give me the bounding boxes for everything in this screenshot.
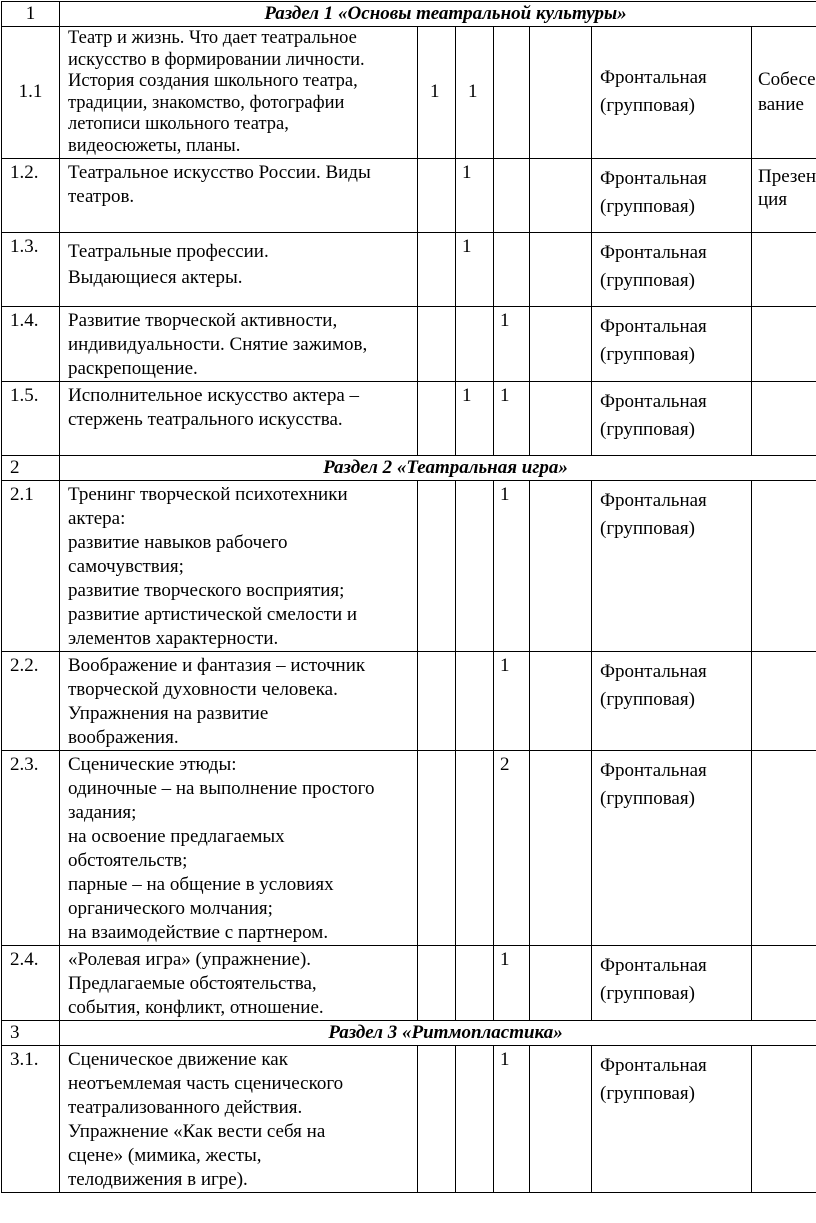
section-header-1	[2, 2, 816, 27]
section-number: 3	[2, 1020, 60, 1045]
hours-cell	[456, 480, 494, 651]
section-title: Раздел 1 «Основы театральной культуры»	[60, 2, 816, 27]
row-topic: «Ролевая игра» (упражнение). Предлагаемые обстоятельства, события, конфликт, отношение.	[60, 945, 418, 1020]
row-form: Фронтальная (групповая)	[592, 1045, 752, 1192]
row-form: Фронтальная (групповая)	[592, 480, 752, 651]
row-number: 2.1	[2, 480, 60, 651]
hours-cell	[456, 945, 494, 1020]
row-form: Фронтальная (групповая)	[592, 158, 752, 232]
hours-cell: 1	[494, 480, 530, 651]
hours-cell	[418, 1045, 456, 1192]
row-number: 1.2.	[2, 158, 60, 232]
hours-cell	[418, 945, 456, 1020]
section-header-2	[2, 455, 816, 480]
row-form: Фронтальная (групповая)	[592, 651, 752, 750]
hours-cell	[456, 1045, 494, 1192]
hours-cell	[530, 651, 592, 750]
hours-cell	[494, 158, 530, 232]
hours-cell	[530, 232, 592, 306]
table-row	[2, 945, 816, 1020]
curriculum-table	[1, 1, 816, 1193]
table-row	[2, 480, 816, 651]
hours-cell	[418, 306, 456, 381]
row-number: 1.3.	[2, 232, 60, 306]
row-form: Фронтальная (групповая)	[592, 232, 752, 306]
hours-cell	[530, 158, 592, 232]
hours-cell: 1	[494, 306, 530, 381]
hours-cell: 1	[456, 27, 494, 159]
row-number: 1.5.	[2, 381, 60, 455]
row-topic: Театральное искусство России. Виды театров.	[60, 158, 418, 232]
hours-cell	[456, 750, 494, 945]
hours-cell	[494, 27, 530, 159]
row-number: 2.4.	[2, 945, 60, 1020]
row-number: 1.4.	[2, 306, 60, 381]
hours-cell	[530, 381, 592, 455]
hours-cell	[418, 651, 456, 750]
row-form: Фронтальная (групповая)	[592, 381, 752, 455]
row-control: Собесе вание	[752, 27, 816, 159]
row-control	[752, 750, 816, 945]
hours-cell: 1	[494, 945, 530, 1020]
row-topic: Исполнительное искусство актера – стержень театрального искусства.	[60, 381, 418, 455]
table-row	[2, 381, 816, 455]
row-number: 2.3.	[2, 750, 60, 945]
section-number: 1	[2, 2, 60, 27]
hours-cell	[418, 750, 456, 945]
row-control: Презен ция	[752, 158, 816, 232]
row-number: 1.1	[2, 27, 60, 159]
table-row	[2, 232, 816, 306]
section-title: Раздел 2 «Театральная игра»	[60, 455, 816, 480]
row-form: Фронтальная (групповая)	[592, 27, 752, 159]
hours-cell	[530, 27, 592, 159]
hours-cell: 1	[456, 232, 494, 306]
table-row	[2, 306, 816, 381]
hours-cell	[456, 306, 494, 381]
row-number: 2.2.	[2, 651, 60, 750]
row-topic: Театр и жизнь. Что дает театральное искусство в формировании личности. История создания школьного театра, традиции, знакомство, фотографии летописи школьного театра, видеосюжеты, планы.	[60, 27, 418, 159]
row-topic: Сценические этюды: одиночные – на выполнение простого задания; на освоение предлагаемых обстоятельств; парные – на общение в условиях органического молчания; на взаимодействие с партнером.	[60, 750, 418, 945]
row-topic: Развитие творческой активности, индивидуальности. Снятие зажимов, раскрепощение.	[60, 306, 418, 381]
hours-cell: 1	[494, 1045, 530, 1192]
row-control	[752, 381, 816, 455]
hours-cell	[530, 945, 592, 1020]
row-form: Фронтальная (групповая)	[592, 750, 752, 945]
table-row	[2, 1045, 816, 1192]
hours-cell	[456, 651, 494, 750]
table-row	[2, 651, 816, 750]
row-control	[752, 945, 816, 1020]
hours-cell	[530, 1045, 592, 1192]
row-control	[752, 306, 816, 381]
row-topic: Тренинг творческой психотехники актера: развитие навыков рабочего самочувствия; развитие творческого восприятия; развитие артистической смелости и элементов характерности.	[60, 480, 418, 651]
row-control	[752, 651, 816, 750]
hours-cell	[418, 232, 456, 306]
hours-cell	[530, 306, 592, 381]
hours-cell: 1	[494, 381, 530, 455]
hours-cell: 1	[456, 158, 494, 232]
hours-cell	[418, 158, 456, 232]
section-header-3	[2, 1020, 816, 1045]
row-form: Фронтальная (групповая)	[592, 306, 752, 381]
hours-cell: 1	[494, 651, 530, 750]
row-topic: Сценическое движение как неотъемлемая часть сценического театрализованного действия. Упражнение «Как вести себя на сцене» (мимика, жесты, телодвижения в игре).	[60, 1045, 418, 1192]
row-number: 3.1.	[2, 1045, 60, 1192]
hours-cell: 2	[494, 750, 530, 945]
table-row	[2, 27, 816, 159]
row-form: Фронтальная (групповая)	[592, 945, 752, 1020]
row-control	[752, 232, 816, 306]
hours-cell	[530, 480, 592, 651]
hours-cell	[418, 381, 456, 455]
section-title: Раздел 3 «Ритмопластика»	[60, 1020, 816, 1045]
section-number: 2	[2, 455, 60, 480]
hours-cell	[418, 480, 456, 651]
row-control	[752, 480, 816, 651]
row-control	[752, 1045, 816, 1192]
table-row	[2, 158, 816, 232]
table-row	[2, 750, 816, 945]
hours-cell: 1	[418, 27, 456, 159]
hours-cell: 1	[456, 381, 494, 455]
row-topic: Воображение и фантазия – источник творческой духовности человека. Упражнения на развитие воображения.	[60, 651, 418, 750]
hours-cell	[530, 750, 592, 945]
row-topic: Театральные профессии. Выдающиеся актеры.	[60, 232, 418, 306]
hours-cell	[494, 232, 530, 306]
